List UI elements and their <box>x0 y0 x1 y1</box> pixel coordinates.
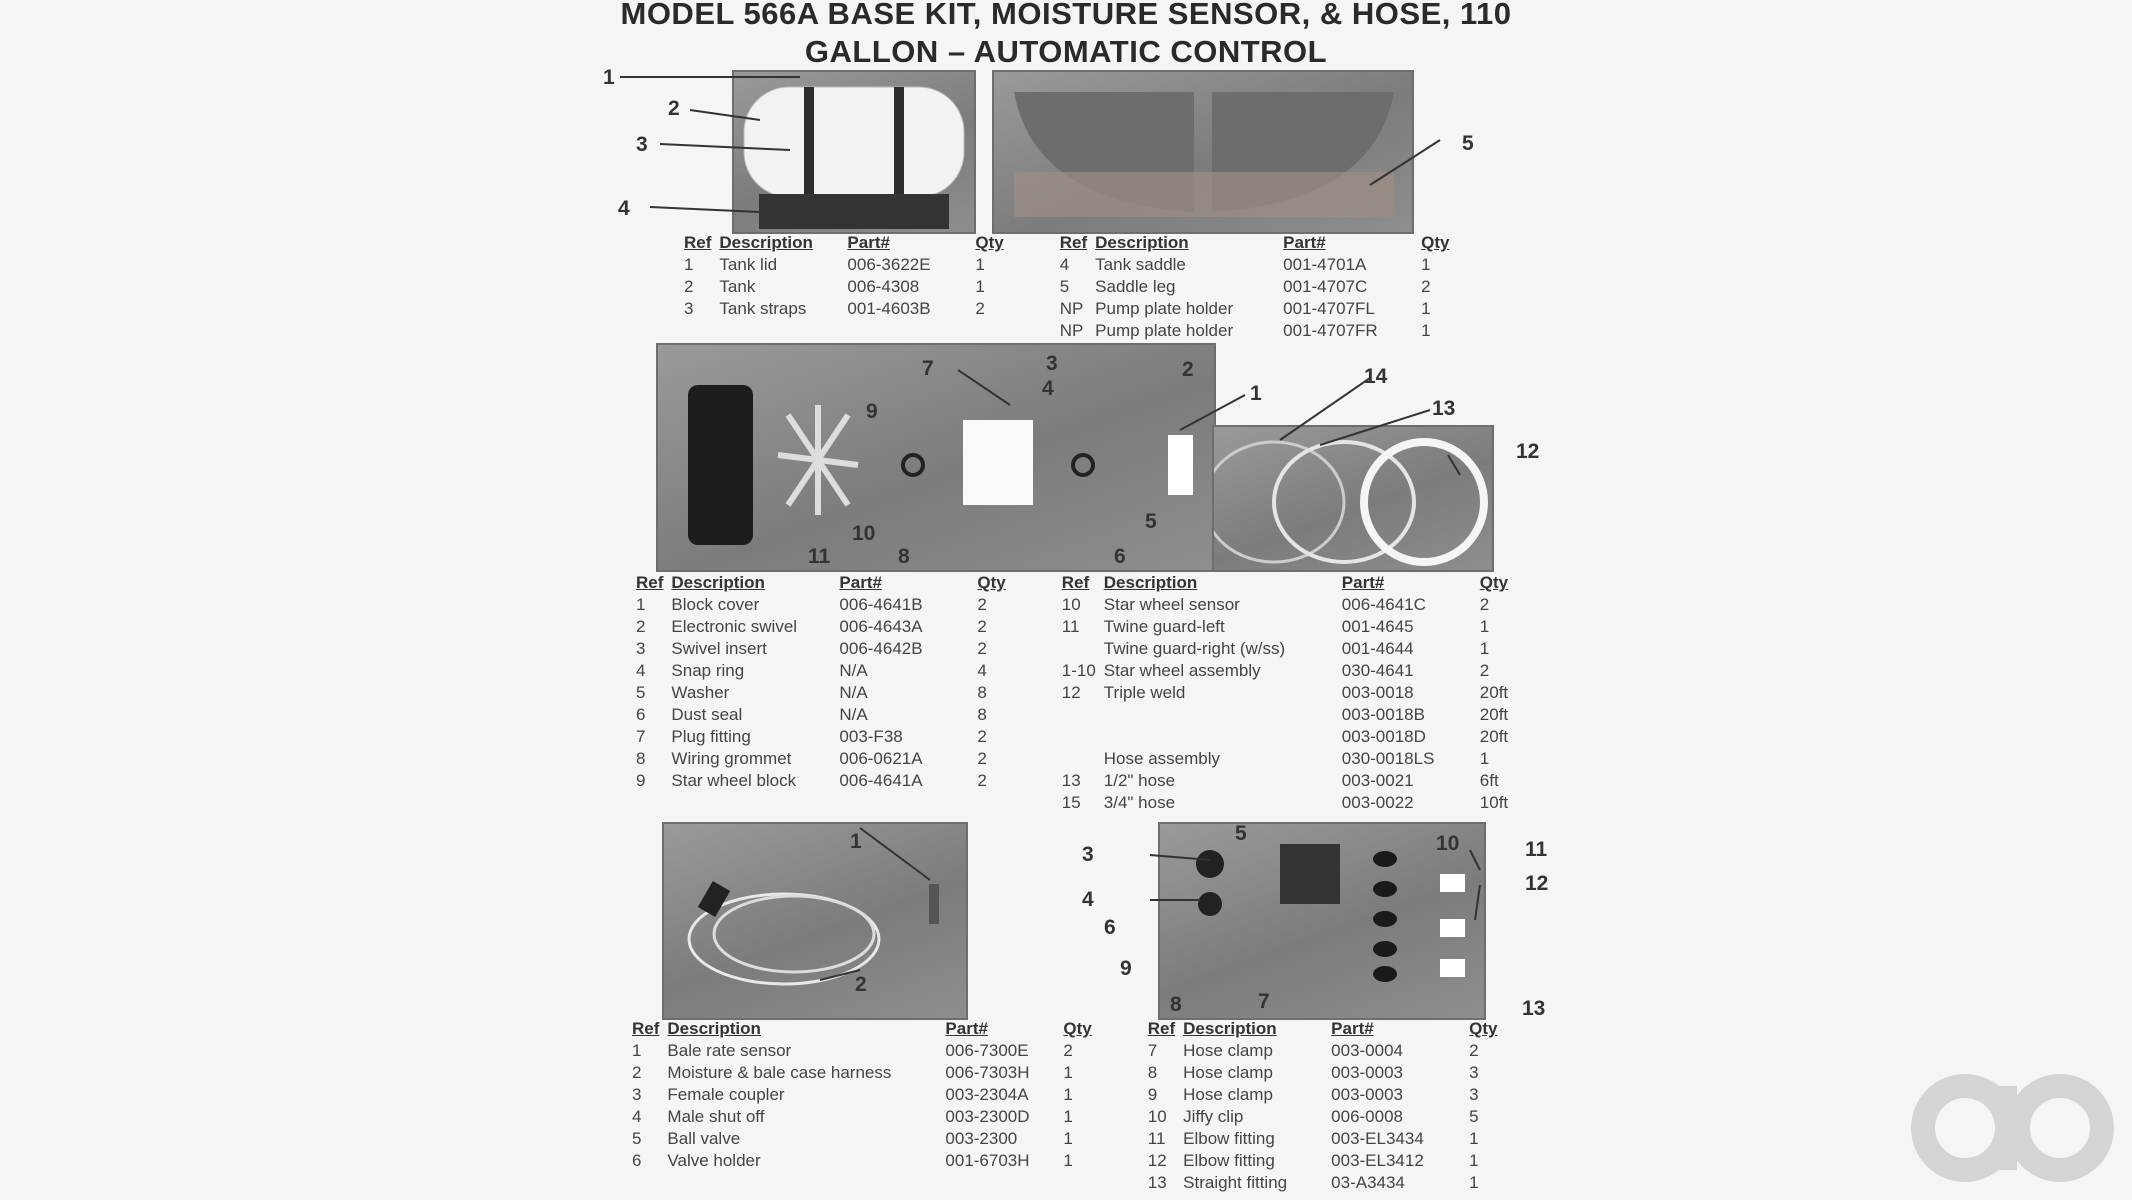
cell-qty: 2 <box>977 639 987 658</box>
cell-part: 001-6703H <box>945 1151 1030 1170</box>
callout: 8 <box>1170 993 1182 1016</box>
col-description: Description <box>671 573 765 592</box>
table-row <box>632 1084 1506 1106</box>
callout: 14 <box>1364 365 1388 388</box>
cell-description: Hose assembly <box>1103 749 1220 768</box>
callout: 10 <box>852 522 876 545</box>
cell-part: 003-F38 <box>839 727 903 746</box>
cell-ref: 11 <box>1061 617 1080 636</box>
cell-ref <box>684 320 719 342</box>
cell-part: 006-3622E <box>847 255 931 274</box>
col-part: Part# <box>945 1019 988 1038</box>
cell-qty: 2 <box>975 299 985 318</box>
cell-description: Elbow fitting <box>1183 1129 1275 1148</box>
cell-ref: 5 <box>636 683 646 702</box>
cell-ref: 6 <box>632 1151 642 1170</box>
cell-qty: 1 <box>1063 1107 1073 1126</box>
cell-qty: 1 <box>1063 1151 1073 1170</box>
cell-description: Tank straps <box>719 299 807 318</box>
cell-description: Tank saddle <box>1095 255 1186 274</box>
cell-ref: 4 <box>1059 255 1070 274</box>
cell-qty: 10ft <box>1479 793 1509 812</box>
cell-ref: 13 <box>1147 1173 1167 1192</box>
cell-part: 001-4603B <box>847 299 931 318</box>
cell-ref <box>1062 704 1104 726</box>
cell-description: 3/4" hose <box>1103 793 1176 812</box>
cell-qty <box>1063 1172 1099 1194</box>
cell-description <box>1104 726 1342 748</box>
cell-part: 003-2304A <box>945 1085 1029 1104</box>
cell-part: 003-2300 <box>945 1129 1018 1148</box>
cell-qty: 6ft <box>1479 771 1499 790</box>
cell-ref: 8 <box>636 749 646 768</box>
cell-qty: 20ft <box>1479 727 1509 746</box>
callout: 3 <box>636 133 648 156</box>
col-qty: Qty <box>975 233 1004 252</box>
col-part: Part# <box>1331 1019 1374 1038</box>
table-body <box>684 254 1458 342</box>
table-row <box>636 726 1516 748</box>
cell-qty <box>975 320 1011 342</box>
cell-description: Jiffy clip <box>1183 1107 1244 1126</box>
cell-qty: 1 <box>975 277 985 296</box>
table-row <box>636 792 1516 814</box>
cell-part: 003-EL3412 <box>1331 1151 1424 1170</box>
ao-logo-icon <box>1910 1068 2120 1188</box>
tank-photo <box>732 70 976 234</box>
col-ref: Ref <box>1059 233 1088 252</box>
col-ref: Ref <box>632 1019 660 1038</box>
saddle-icon <box>994 72 1412 232</box>
star-wheel-parts-icon <box>658 345 1214 570</box>
table-row <box>632 1172 1506 1194</box>
col-ref: Ref <box>1061 573 1090 592</box>
cell-part: 001-4707C <box>1283 277 1368 296</box>
cell-ref: 7 <box>636 727 646 746</box>
cell-description: Dust seal <box>671 705 743 724</box>
cell-qty: 1 <box>1469 1129 1479 1148</box>
cell-description: Wiring grommet <box>671 749 792 768</box>
table-row <box>632 1062 1506 1084</box>
cell-ref: 11 <box>1147 1129 1166 1148</box>
cell-ref: NP <box>1059 299 1084 318</box>
tank-icon <box>734 72 974 232</box>
cell-part: 001-4707FR <box>1283 321 1378 340</box>
cell-qty: 1 <box>1469 1173 1479 1192</box>
cell-description: Saddle leg <box>1095 277 1176 296</box>
parts-table-2 <box>636 572 1516 814</box>
cell-ref: NP <box>1059 321 1084 340</box>
cell-qty: 2 <box>1479 661 1490 680</box>
cell-part: 006-4641B <box>839 595 923 614</box>
cell-qty: 8 <box>977 705 987 724</box>
table-row <box>684 254 1458 276</box>
cell-ref: 3 <box>636 639 646 658</box>
table-row <box>632 1150 1506 1172</box>
cell-ref: 4 <box>636 661 646 680</box>
cell-part: 006-4642B <box>839 639 923 658</box>
cell-description: Female coupler <box>667 1085 785 1104</box>
cell-part: 006-0008 <box>1331 1107 1403 1126</box>
cell-qty: 2 <box>977 749 987 768</box>
cell-qty: 2 <box>1479 595 1490 614</box>
callout: 9 <box>1120 957 1132 980</box>
cell-part: 001-4645 <box>1341 617 1414 636</box>
cell-part: 001-4707FL <box>1283 299 1375 318</box>
callout: 8 <box>898 545 910 568</box>
col-description: Description <box>1103 573 1198 592</box>
cell-ref: 5 <box>1059 277 1070 296</box>
table-row <box>632 1040 1506 1062</box>
cell-description: Electronic swivel <box>671 617 798 636</box>
col-part: Part# <box>1341 573 1385 592</box>
table-body <box>632 1040 1506 1194</box>
cell-description: Straight fitting <box>1183 1173 1288 1192</box>
cell-description: Pump plate holder <box>1095 321 1234 340</box>
cell-ref: 13 <box>1061 771 1081 790</box>
cell-qty: 5 <box>1469 1107 1479 1126</box>
cell-description <box>1104 704 1342 726</box>
table-row <box>632 1128 1506 1150</box>
cell-description: Elbow fitting <box>1183 1151 1275 1170</box>
cell-ref: 4 <box>632 1107 642 1126</box>
cell-description <box>671 792 839 814</box>
cell-qty: 1 <box>1063 1063 1073 1082</box>
table-row <box>636 704 1516 726</box>
twine-guard-icon <box>1214 427 1492 570</box>
cell-part: 006-4643A <box>839 617 923 636</box>
cell-qty: 1 <box>1479 749 1490 768</box>
cell-qty <box>977 792 1013 814</box>
cell-part: 006-7300E <box>945 1041 1029 1060</box>
cell-part <box>839 792 977 814</box>
cell-part: 003-0018 <box>1341 683 1414 702</box>
cell-description: Snap ring <box>671 661 745 680</box>
cell-qty: 2 <box>1469 1041 1479 1060</box>
cell-ref: 2 <box>632 1063 642 1082</box>
callout: 10 <box>1436 832 1460 855</box>
cell-part: 006-0621A <box>839 749 923 768</box>
table-row <box>636 638 1516 660</box>
cell-description: Star wheel assembly <box>1103 661 1261 680</box>
cell-part: 003-0018B <box>1341 705 1425 724</box>
cell-description: Twine guard-left <box>1103 617 1225 636</box>
callout: 12 <box>1516 440 1540 463</box>
col-qty: Qty <box>1421 233 1450 252</box>
col-qty: Qty <box>1479 573 1509 592</box>
cell-ref: 1 <box>632 1041 642 1060</box>
callout: 5 <box>1145 510 1157 533</box>
cell-ref: 7 <box>1147 1041 1158 1060</box>
cell-qty: 1 <box>1469 1151 1479 1170</box>
callout: 2 <box>855 973 867 996</box>
cell-ref: 1-10 <box>1061 661 1096 680</box>
cell-ref <box>632 1172 667 1194</box>
table-row <box>636 594 1516 616</box>
cell-part: 03-A3434 <box>1331 1173 1405 1192</box>
col-qty: Qty <box>977 573 1006 592</box>
cell-qty: 1 <box>1421 299 1431 318</box>
cell-ref: 3 <box>632 1085 642 1104</box>
cell-qty: 4 <box>977 661 987 680</box>
cell-description: Washer <box>671 683 730 702</box>
cell-ref: 9 <box>1147 1085 1158 1104</box>
star-wheel-photo <box>656 343 1216 572</box>
cell-description: Triple weld <box>1103 683 1186 702</box>
callout: 3 <box>1082 843 1094 866</box>
cell-ref: 9 <box>636 771 646 790</box>
cell-part: 003-0018D <box>1341 727 1426 746</box>
cell-part: N/A <box>839 683 868 702</box>
cell-ref: 5 <box>632 1129 642 1148</box>
cell-qty: 2 <box>977 727 987 746</box>
cell-qty: 1 <box>975 255 985 274</box>
callout: 5 <box>1235 822 1247 845</box>
callout: 11 <box>808 545 831 568</box>
cell-qty: 20ft <box>1479 683 1509 702</box>
cell-qty: 2 <box>977 595 987 614</box>
cell-description: Male shut off <box>667 1107 765 1126</box>
cell-description <box>719 320 847 342</box>
cell-part: 006-4308 <box>847 277 920 296</box>
cell-ref: 10 <box>1061 595 1081 614</box>
cell-part: 003-0004 <box>1331 1041 1403 1060</box>
cell-qty: 3 <box>1469 1063 1479 1082</box>
callout: 7 <box>1258 990 1270 1013</box>
col-description: Description <box>1183 1019 1277 1038</box>
cell-part <box>847 320 975 342</box>
cell-part: 003-0003 <box>1331 1085 1403 1104</box>
cell-qty: 8 <box>977 683 987 702</box>
cell-description: Block cover <box>671 595 760 614</box>
cell-qty: 1 <box>1421 255 1431 274</box>
cell-part: 006-4641A <box>839 771 923 790</box>
cell-part: N/A <box>839 661 868 680</box>
cell-description: Pump plate holder <box>1095 299 1234 318</box>
col-ref: Ref <box>636 573 664 592</box>
cell-ref: 12 <box>1147 1151 1167 1170</box>
cell-ref: 10 <box>1147 1107 1167 1126</box>
cell-qty: 2 <box>977 617 987 636</box>
cell-qty: 1 <box>1479 617 1490 636</box>
callout: 9 <box>866 400 878 423</box>
cell-description: Tank lid <box>719 255 778 274</box>
table-row <box>632 1106 1506 1128</box>
cell-part <box>945 1172 1063 1194</box>
callout: 4 <box>618 197 630 220</box>
callout: 11 <box>1525 838 1548 861</box>
callout: 6 <box>1114 545 1126 568</box>
cell-ref <box>1062 638 1104 660</box>
cell-qty: 2 <box>1063 1041 1073 1060</box>
cell-description: Moisture & bale case harness <box>667 1063 892 1082</box>
callout: 1 <box>603 66 615 89</box>
cell-ref: 8 <box>1147 1063 1158 1082</box>
cell-qty: 2 <box>977 771 987 790</box>
cell-part: 003-EL3434 <box>1331 1129 1424 1148</box>
table-row <box>636 770 1516 792</box>
col-part: Part# <box>839 573 882 592</box>
parts-table-1 <box>684 232 1458 342</box>
col-part: Part# <box>1283 233 1326 252</box>
cell-ref: 12 <box>1061 683 1081 702</box>
callout: 1 <box>1250 382 1262 405</box>
cell-ref <box>636 792 671 814</box>
cell-qty: 1 <box>1421 321 1431 340</box>
col-description: Description <box>667 1019 761 1038</box>
parts-table-3 <box>632 1018 1506 1194</box>
callout: 4 <box>1042 377 1054 400</box>
cell-part: 006-4641C <box>1341 595 1426 614</box>
cell-description: Hose clamp <box>1183 1063 1273 1082</box>
cell-part: 003-0021 <box>1341 771 1414 790</box>
cell-description: Star wheel block <box>671 771 797 790</box>
cell-description: 1/2" hose <box>1103 771 1176 790</box>
cell-qty: 2 <box>1421 277 1431 296</box>
callout: 2 <box>668 97 680 120</box>
callout: 1 <box>850 830 862 853</box>
col-ref: Ref <box>1147 1019 1176 1038</box>
cell-part: 030-0018LS <box>1341 749 1435 768</box>
table-row <box>636 748 1516 770</box>
cell-description <box>667 1172 945 1194</box>
callout: 13 <box>1522 997 1546 1020</box>
callout: 4 <box>1082 888 1094 911</box>
cell-description: Hose clamp <box>1183 1085 1273 1104</box>
twine-guard-photo <box>1212 425 1494 572</box>
callout: 6 <box>1104 916 1116 939</box>
cell-qty: 1 <box>1063 1129 1073 1148</box>
cell-description: Star wheel sensor <box>1103 595 1240 614</box>
cell-qty: 20ft <box>1479 705 1509 724</box>
table-row <box>636 682 1516 704</box>
table-row <box>684 320 1458 342</box>
col-description: Description <box>1095 233 1189 252</box>
callout: 3 <box>1046 352 1058 375</box>
cell-description: Valve holder <box>667 1151 761 1170</box>
cell-ref: 2 <box>684 277 694 296</box>
cell-ref: 1 <box>684 255 694 274</box>
cell-description: Swivel insert <box>671 639 767 658</box>
cell-part: N/A <box>839 705 868 724</box>
doc-title-line1: MODEL 566A BASE KIT, MOISTURE SENSOR, & HOSE, 110 <box>620 0 1512 31</box>
callout: 13 <box>1432 397 1456 420</box>
col-qty: Qty <box>1063 1019 1092 1038</box>
table-row <box>684 298 1458 320</box>
harness-photo <box>662 822 968 1020</box>
col-part: Part# <box>847 233 890 252</box>
cell-ref: 1 <box>636 595 646 614</box>
cell-description: Ball valve <box>667 1129 741 1148</box>
callout: 7 <box>922 357 934 380</box>
col-qty: Qty <box>1469 1019 1498 1038</box>
cell-part: 003-2300D <box>945 1107 1030 1126</box>
cell-qty: 3 <box>1469 1085 1479 1104</box>
cell-ref <box>1062 748 1104 770</box>
cell-part: 001-4644 <box>1341 639 1414 658</box>
col-ref: Ref <box>684 233 712 252</box>
cell-ref: 3 <box>684 299 694 318</box>
cell-description: Hose clamp <box>1183 1041 1273 1060</box>
cell-ref <box>1062 726 1104 748</box>
cell-description: Twine guard-right (w/ss) <box>1103 639 1286 658</box>
cell-part: 001-4701A <box>1283 255 1367 274</box>
cell-description: Plug fitting <box>671 727 751 746</box>
table-row <box>684 276 1458 298</box>
table-body <box>636 594 1516 814</box>
cell-part: 030-4641 <box>1341 661 1414 680</box>
cell-description: Bale rate sensor <box>667 1041 792 1060</box>
callout: 5 <box>1462 132 1474 155</box>
callout: 12 <box>1525 872 1549 895</box>
cell-qty: 1 <box>1063 1085 1073 1104</box>
cell-part: 006-7303H <box>945 1063 1030 1082</box>
cell-ref: 2 <box>636 617 646 636</box>
saddle-photo <box>992 70 1414 234</box>
cell-part: 003-0003 <box>1331 1063 1403 1082</box>
col-description: Description <box>719 233 813 252</box>
cell-description: Tank <box>719 277 756 296</box>
doc-title-line2: GALLON – AUTOMATIC CONTROL <box>804 34 1328 69</box>
cell-part: 003-0022 <box>1341 793 1414 812</box>
sensor-harness-icon <box>664 824 966 1018</box>
table-row <box>636 660 1516 682</box>
cell-qty: 1 <box>1479 639 1490 658</box>
cell-ref: 6 <box>636 705 646 724</box>
cell-ref: 15 <box>1061 793 1081 812</box>
table-row <box>636 616 1516 638</box>
callout: 2 <box>1182 358 1194 381</box>
